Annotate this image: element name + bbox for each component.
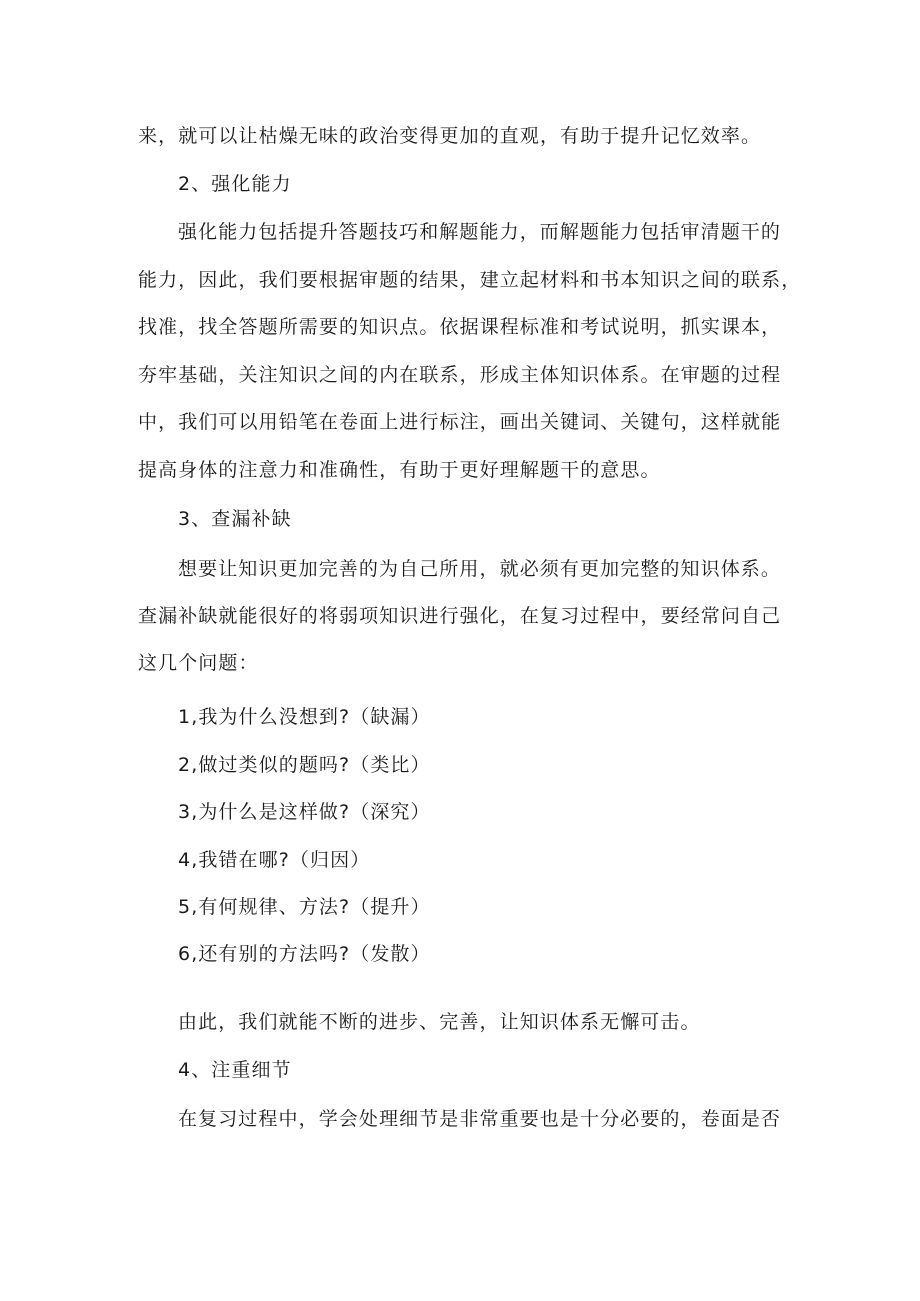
section-2-paragraph-line: 强化能力包括提升答题技巧和解题能力，而解题能力包括审清题干的 [178, 221, 782, 243]
section-2-paragraph-line: 找准，找全答题所需要的知识点。依据课程标准和考试说明，抓实课本， [138, 316, 782, 338]
section-2-paragraph-line: 夯牢基础，关注知识之间的内在联系，形成主体知识体系。在审题的过程 [138, 364, 782, 386]
question-item: 2,做过类似的题吗?（类比） [178, 754, 431, 776]
section-4-paragraph-line: 在复习过程中，学会处理细节是非常重要也是十分必要的，卷面是否 [178, 1108, 782, 1130]
section-4-heading: 4、注重细节 [178, 1059, 292, 1081]
section-3-heading: 3、查漏补缺 [178, 508, 292, 530]
intro-tail-line: 来，就可以让枯燥无味的政治变得更加的直观，有助于提升记忆效率。 [138, 125, 762, 147]
section-2-paragraph-line: 中，我们可以用铅笔在卷面上进行标注，画出关键词、关键句，这样就能 [138, 411, 782, 433]
question-item: 6,还有别的方法吗?（发散） [178, 943, 431, 965]
section-2-heading: 2、强化能力 [178, 173, 292, 195]
section-2-paragraph-line: 能力，因此，我们要根据审题的结果，建立起材料和书本知识之间的联系， [138, 269, 802, 291]
section-3-paragraph-line: 想要让知识更加完善的为自己所用，就必须有更加完整的知识体系。 [178, 558, 782, 580]
question-item: 4,我错在哪?（归因） [178, 849, 371, 871]
section-3-paragraph-line: 查漏补缺就能很好的将弱项知识进行强化，在复习过程中，要经常问自己 [138, 605, 782, 627]
section-3-paragraph-line: 这几个问题： [138, 652, 259, 674]
section-2-paragraph-line: 提高身体的注意力和准确性，有助于更好理解题干的意思。 [138, 459, 661, 481]
question-item: 1,我为什么没想到?（缺漏） [178, 706, 431, 728]
section-3-conclusion: 由此，我们就能不断的进步、完善，让知识体系无懈可击。 [178, 1011, 701, 1033]
question-item: 3,为什么是这样做?（深究） [178, 801, 431, 823]
question-item: 5,有何规律、方法?（提升） [178, 896, 431, 918]
